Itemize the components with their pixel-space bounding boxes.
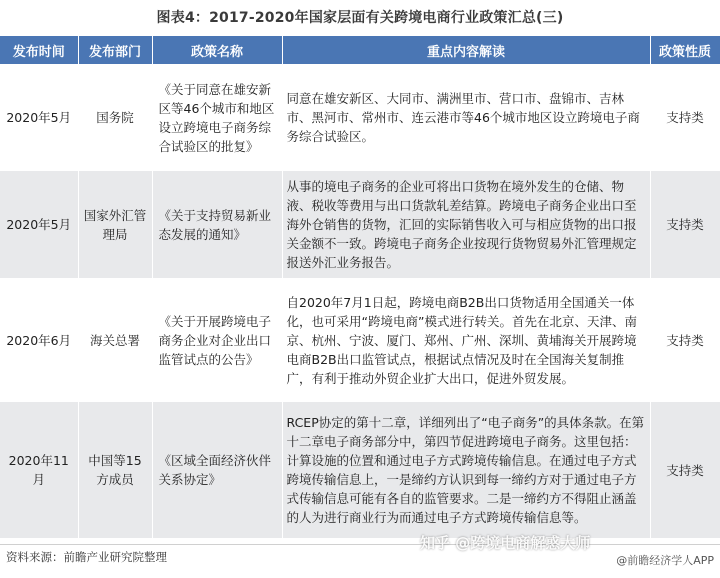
table-row: [0, 171, 720, 278]
footer-divider: [0, 544, 720, 545]
cell-policy-name: 《关于支持贸易新业态发展的通知》: [152, 171, 282, 278]
source-note: 资料来源：前瞻产业研究院整理: [6, 550, 167, 564]
cell-dept: 国家外汇管理局: [78, 171, 152, 278]
cell-policy-name: 《关于同意在雄安新区等46个城市和地区设立跨境电子商务综合试验区的批复》: [152, 64, 282, 171]
cell-type: 支持类: [650, 402, 720, 538]
table-row: [0, 278, 720, 402]
cell-type: 支持类: [650, 278, 720, 402]
app-tag: @前瞻经济学人APP: [616, 554, 714, 567]
header-date: 发布时间: [0, 36, 78, 64]
cell-date: 2020年5月: [0, 64, 78, 171]
cell-dept: 海关总署: [78, 278, 152, 402]
policy-table: [0, 36, 720, 538]
header-type: 政策性质: [650, 36, 720, 64]
cell-content: 同意在雄安新区、大同市、满洲里市、营口市、盘锦市、吉林市、黑河市、常州市、连云港市等46个城市地区设立跨境电子商务综合试验区。: [282, 64, 650, 171]
cell-type: 支持类: [650, 171, 720, 278]
header-policy-name: 政策名称: [152, 36, 282, 64]
header-content: 重点内容解读: [282, 36, 650, 64]
cell-content: 自2020年7月1日起，跨境电商B2B出口货物适用全国通关一体化，也可采用“跨境电商”模式进行转关。首先在北京、天津、南京、杭州、宁波、厦门、郑州、广州、深圳、黄埔海关开展跨境电商B2B出口监管试点，根据试点情况及时在全国海关复制推广，有利于推动外贸企业扩大出口，促进外贸发展。: [282, 278, 650, 402]
zhihu-watermark: 知乎 @跨境电商解惑大师: [420, 534, 591, 552]
cell-dept: 国务院: [78, 64, 152, 171]
cell-content: 从事的境电子商务的企业可将出口货物在境外发生的仓储、物液、税收等费用与出口货款轧差结算。跨境电子商务企业出口至海外仓销售的货物，汇回的实际销售收入可与相应货物的出口报关金额不一致。跨境电子商务企业按现行货物贸易外汇管理规定报送外汇业务报告。: [282, 171, 650, 278]
table-row: [0, 64, 720, 171]
header-dept: 发布部门: [78, 36, 152, 64]
cell-content: RCEP协定的第十二章，详细列出了“电子商务”的具体条款。在第十二章电子商务部分中，第四节促进跨境电子商务。这里包括：计算设施的位置和通过电子方式跨境传输信息。在通过电子方式跨境传输信息上，一是缔约方认识到每一缔约方对于通过电子方式传输信息可能有各自的监管要求。二是一缔约方不得阻止涵盖的人为进行商业行为而通过电子方式跨境传输信息等。: [282, 402, 650, 538]
cell-type: 支持类: [650, 64, 720, 171]
cell-date: 2020年11月: [0, 402, 78, 538]
table-title: 图表4：2017-2020年国家层面有关跨境电商行业政策汇总(三): [156, 10, 564, 26]
cell-date: 2020年6月: [0, 278, 78, 402]
cell-policy-name: 《关于开展跨境电子商务企业对企业出口监管试点的公告》: [152, 278, 282, 402]
header-row: [0, 36, 720, 64]
table-row: [0, 402, 720, 538]
cell-policy-name: 《区域全面经济伙伴关系协定》: [152, 402, 282, 538]
cell-date: 2020年5月: [0, 171, 78, 278]
cell-dept: 中国等15方成员: [78, 402, 152, 538]
